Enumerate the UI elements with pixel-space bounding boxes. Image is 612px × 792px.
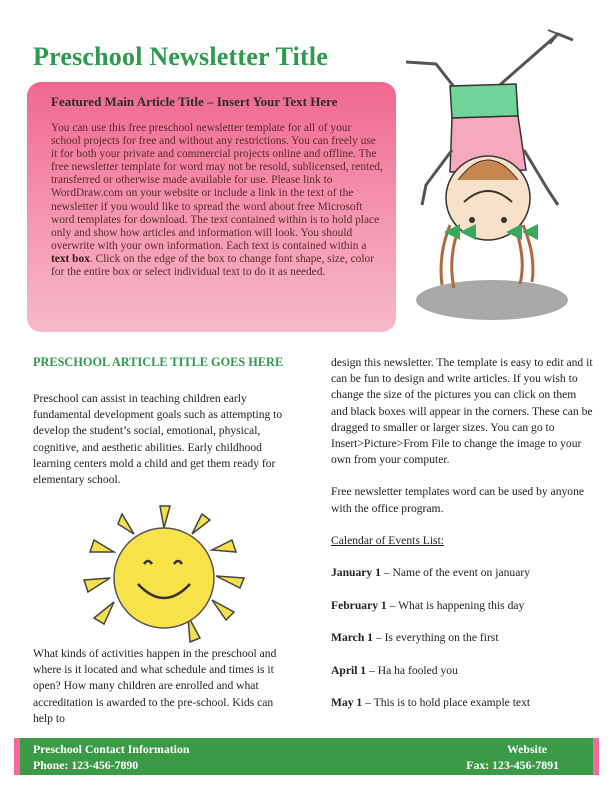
footer-phone: Phone: 123-456-7890 bbox=[33, 758, 139, 772]
featured-body-text-2: . Click on the edge of the box to change font shape, size, color for the entire box or select individual text to do it as needed. bbox=[51, 252, 374, 279]
contact-footer bbox=[20, 738, 593, 775]
smiling-sun-illustration bbox=[64, 500, 264, 645]
calendar-heading: Calendar of Events List: bbox=[331, 533, 445, 547]
featured-article-body bbox=[51, 122, 383, 279]
calendar-events-list bbox=[331, 565, 593, 711]
featured-body-text-1: You can use this free preschool newsletter template for all of your school projects for free and without any restrictions. You can freely use it for both your private and commercial projects online and offline. The free newsletter template for word may not be resold, sublicensed, rented, transferred or otherwise made available for use. Please link to WordDraw.com on your website or include a link in the text of the newsletter if you would like to spread the word about free Microsoft word templates for download. The text contained within is to hold place only and show how articles and information will look. You should overwrite with your own information. Each text is contained within a bbox=[51, 122, 383, 252]
article-paragraph-1: Preschool can assist in teaching children early fundamental development goals such as attempting to develop the student’s social, emotional, physical, cognitive, and aesthetic abilities. Early childhood learning centers mold a child and get them ready for elementary school. bbox=[33, 392, 283, 487]
article-column-right bbox=[331, 355, 593, 728]
event-date: February 1 bbox=[331, 598, 387, 612]
event-date: March 1 bbox=[331, 631, 373, 645]
event-text: – This is to hold place example text bbox=[362, 696, 531, 710]
event-text: – Is everything on the first bbox=[372, 631, 499, 645]
calendar-event bbox=[331, 663, 593, 679]
event-text: – Ha ha fooled you bbox=[366, 663, 458, 677]
featured-article-box[interactable] bbox=[27, 82, 396, 332]
article-column-left bbox=[33, 355, 295, 488]
featured-article-title: Featured Main Article Title – Insert Your Text Here bbox=[51, 94, 338, 109]
featured-body-bold: text box bbox=[51, 252, 90, 265]
article-paragraph-2: What kinds of activities happen in the preschool and where is it located and what schedule and times is it open? How many children are enrolled and what accreditation is awarded to the pre-school. Kids can help to bbox=[33, 647, 277, 725]
event-text: – What is happening this day bbox=[386, 598, 525, 612]
article-column-left-continued bbox=[33, 646, 295, 727]
cartwheel-child-illustration bbox=[398, 20, 590, 330]
newsletter-title: Preschool Newsletter Title bbox=[33, 42, 328, 71]
footer-website-link[interactable]: Website bbox=[507, 742, 547, 756]
calendar-event bbox=[331, 598, 593, 614]
calendar-event bbox=[331, 565, 593, 581]
calendar-event bbox=[331, 695, 593, 711]
event-date: January 1 bbox=[331, 566, 381, 580]
event-date: May 1 bbox=[331, 696, 363, 710]
calendar-event bbox=[331, 630, 593, 646]
article-paragraph-3: design this newsletter. The template is easy to edit and it can be fun to design and write articles. If you wish to change the size of the pictures you can click on them and black boxes will appear in the corners. These can be dragged to smaller or larger sizes. You can go to Insert>Picture>From File to change the image to your own from your computer. bbox=[331, 356, 593, 467]
event-text: – Name of the event on january bbox=[380, 566, 530, 580]
footer-contact-label: Preschool Contact Information bbox=[33, 742, 190, 756]
event-date: April 1 bbox=[331, 663, 367, 677]
article-title: PRESCHOOL ARTICLE TITLE GOES HERE bbox=[33, 355, 284, 369]
article-paragraph-4: Free newsletter templates word can be used by anyone with the office program. bbox=[331, 485, 585, 515]
footer-fax: Fax: 123-456-7891 bbox=[466, 758, 559, 772]
